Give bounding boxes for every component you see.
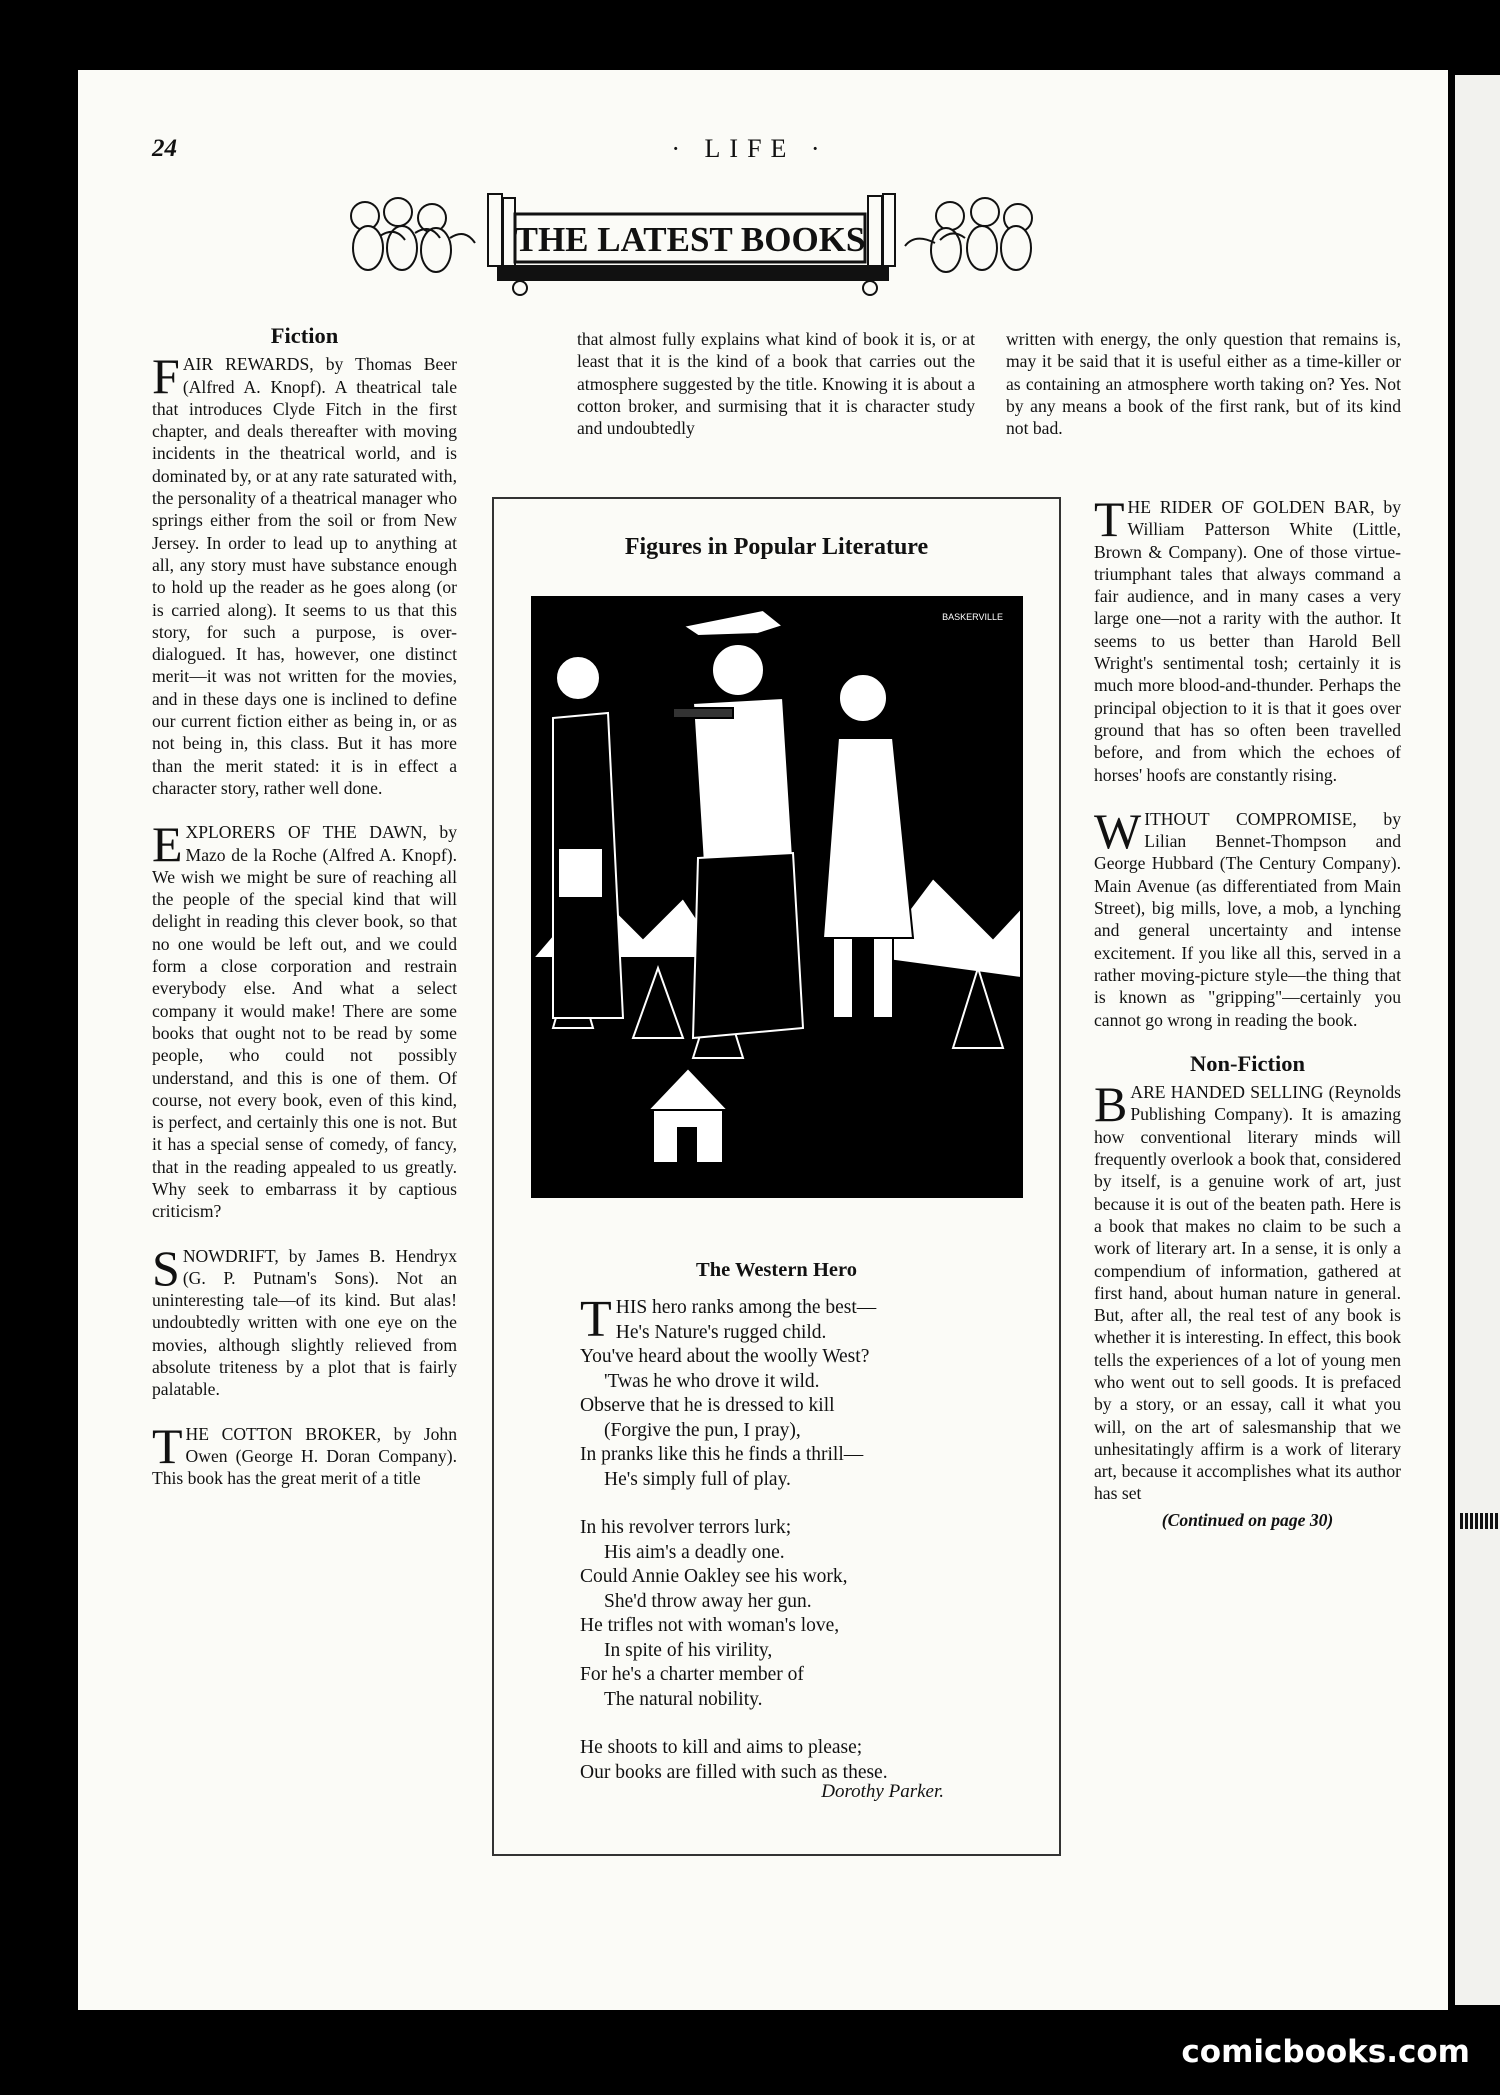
review-explorers-of-the-dawn: EXPLORERS OF THE DAWN, by Mazo de la Roche (Alfred A. Knopf). We wish we might be sure of reaching all the people of the special kind that will delight in reading this clever book, so that no one would be left out, and we could form a close corporation and restrain everybody else. And what a select company it would make! There are some books that ought not to be read by some people, who could not possibly understand, and this is one of them. Of course, not every book, even of this kind, is perfect, and certainly this one is not. But it has a special sense of comedy, of fancy, that in the reading appealed to us greatly. Why seek to embarrass it by captious criticism? — [152, 816, 457, 1222]
drop-cap: T — [1094, 491, 1125, 547]
review-cotton-broker-cont: that almost fully explains what kind of book it is, or at least that it is the kind of a book that carries out the atmosphere suggested by the title. Knowing it is about a cotton broker, and surmising that it is character study and undoubtedly — [577, 329, 975, 439]
drop-cap: F — [152, 348, 180, 405]
artist-signature: BASKERVILLE — [942, 612, 1003, 622]
site-watermark: comicbooks.com — [1181, 2034, 1470, 2070]
poem-line: You've heard about the woolly West? — [580, 1346, 870, 1367]
poem-line: For he's a charter member of — [580, 1664, 804, 1685]
continued-note: (Continued on page 30) — [1161, 1509, 1334, 1530]
poem-line: He trifles not with woman's love, — [580, 1615, 840, 1636]
cherub-group-left — [351, 198, 475, 272]
drop-cap: B — [1094, 1076, 1128, 1133]
poem-title: The Western Hero — [696, 1259, 857, 1281]
stanza-gap — [580, 1712, 1000, 1736]
poem-line: In his revolver terrors lurk; — [580, 1517, 792, 1538]
poem-line: 'Twas he who drove it wild. — [604, 1370, 820, 1392]
adjacent-page-edge — [1455, 75, 1500, 2005]
poem-line: Could Annie Oakley see his work, — [580, 1566, 848, 1587]
poem-line: He's Nature's rugged child. — [615, 1321, 827, 1343]
box-title: Figures in Popular Literature — [624, 534, 929, 560]
drop-cap: T — [152, 1417, 183, 1474]
poem-line: HIS hero ranks among the best— — [615, 1297, 877, 1318]
poem-line: His aim's a deadly one. — [604, 1541, 785, 1563]
poem-line: Observe that he is dressed to kill — [580, 1395, 835, 1416]
review-snowdrift: SNOWDRIFT, by James B. Hendryx (G. P. Putnam's Sons). Not an uninteresting tale—of its kind. But alas! undoubtedly written with one eye on the movies, although slightly relieved from absolute triteness by a plot that is fairly palatable. — [152, 1239, 457, 1400]
barcode-strip — [1460, 1513, 1500, 1529]
poem-line: She'd throw away her gun. — [604, 1590, 812, 1612]
fiction-heading: Fiction — [270, 323, 339, 348]
non-fiction-heading: Non-Fiction — [1190, 1050, 1305, 1076]
poem-line: The natural nobility. — [604, 1688, 763, 1710]
poem — [580, 1291, 1000, 1785]
stanza-gap — [580, 1492, 1000, 1516]
drop-cap: T — [580, 1291, 612, 1348]
review-bare-handed-selling: BARE HANDED SELLING (Reynolds Publishing Company). It is amazing how conventional literary minds will frequently overlook a book that, considered by itself, is a genuine work of art, just because it is out of the beaten path. Here is a book that makes no claim to be such a work of literary art. In a sense, it is only a compendium of information, gathered at first hand, about human nature in general. But, after all, the real test of any book is whether it is interesting. In effect, this book tells the experiences of a lot of young men who went out to sell goods. It is prefaced by a story, or an essay, call it what you will, on the art of salesmanship that we unhesitatingly affirm is a work of literary art, because it accomplishes what its author has set — [1094, 1076, 1402, 1504]
banner-title: THE LATEST BOOKS — [514, 220, 866, 259]
running-head: · LIFE · — [671, 134, 829, 163]
poem-line: He shoots to kill and aims to please; — [580, 1737, 863, 1758]
poem-signature: Dorothy Parker. — [821, 1781, 944, 1802]
review-rider-of-golden-bar: THE RIDER OF GOLDEN BAR, by William Patterson White (Little, Brown & Company). One of those virtue-triumphant tales that always command a fair audience, and in many cases a very large one—not a rarity with the author. It seems to us better than Harold Bell Wright's sentimental tosh; certainly it is much more blood-and-thunder. Perhaps the principal objection to it is that it goes over ground that has so often been travelled before, and from which the echoes of horses' hoofs are constantly rising. — [1094, 491, 1401, 785]
column-1 — [152, 325, 457, 1512]
poem-line: Our books are filled with such as these. — [580, 1761, 888, 1783]
review-without-compromise: WITHOUT COMPROMISE, by Lilian Bennet-Thompson and George Hubbard (The Century Company). Main Avenue (as differentiated from Main Street), big mills, love, a mob, a lynching and general uncertainty and intense excitement. If you like all this, served in a rather moving-picture style—the thing that is known as "gripping"—certainly you cannot go wrong in reading the book. — [1094, 802, 1401, 1030]
feature-box — [492, 497, 1061, 1856]
poem-line: He's simply full of play. — [604, 1468, 791, 1490]
poem-line: (Forgive the pun, I pray), — [604, 1419, 801, 1441]
column-3 — [1094, 491, 1402, 1531]
cherub-group-right — [905, 198, 1032, 272]
drop-cap: S — [152, 1239, 180, 1296]
review-cotton-broker: THE COTTON BROKER, by John Owen (George H. Doran Company). This book has the great merit of a title — [152, 1417, 457, 1489]
column-3-top — [1006, 328, 1401, 461]
poem-line: In pranks like this he finds a thrill— — [580, 1444, 864, 1465]
column-2 — [577, 328, 975, 461]
poem-line: In spite of his virility, — [604, 1639, 773, 1661]
western-hero-illustration — [531, 596, 1023, 1198]
drop-cap: W — [1094, 802, 1142, 859]
latest-books-banner — [340, 188, 1040, 308]
drop-cap: E — [152, 816, 183, 873]
review-fair-rewards: FAIR REWARDS, by Thomas Beer (Alfred A. Knopf). A theatrical tale that introduces Clyde Fitch in the first chapter, and deals thereafter with moving incidents in the theatrical world, and is dominated by, or at any rate saturated with, the personality of a theatrical manager who springs either from the soil or from New Jersey. In order to lead up to anything at all, any story must have substance enough to hold up the reader as he goes along (or is carried along). It seems to us that this story, for such a purpose, is over-dialogued. It has, however, one distinct merit—it was not written for the movies, and in these days one is inclined to define our current fiction either as being in, or as not being in, this class. But it has more than the merit stated: it is in effect a character story, rather well done. — [152, 348, 457, 798]
page-number: 24 — [152, 135, 177, 162]
review-cotton-broker-end: written with energy, the only question that remains is, may it be said that it is useful either as a time-killer or as containing an atmosphere worth taking on? Yes. Not by any means a book of the first rank, but of its kind not bad. — [1006, 329, 1401, 439]
